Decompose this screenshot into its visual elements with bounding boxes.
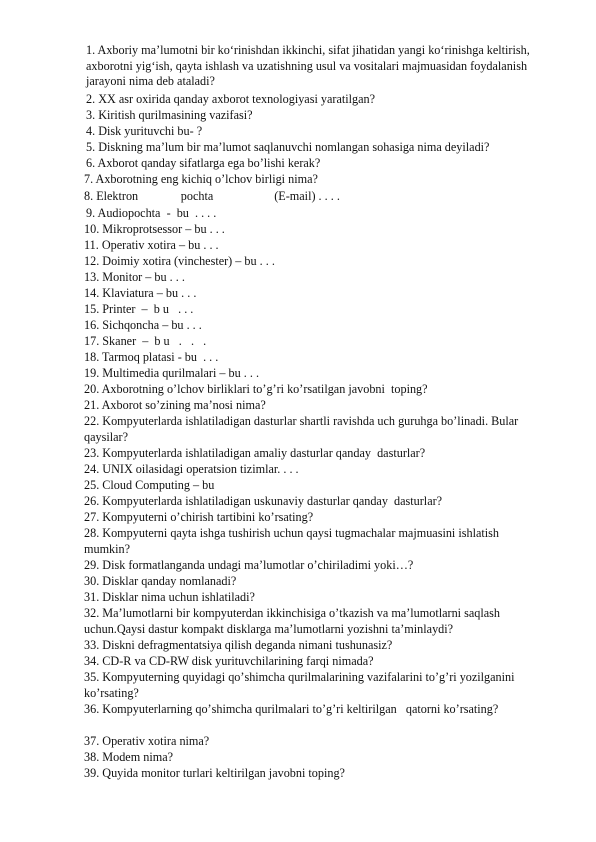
question-35: 35. Kompyuterning quyidagi qoʼshimcha qurilmalarining vazifalarini toʼgʼri yozilganini koʼrsating?: [84, 670, 515, 700]
question-9: 9. Audiopochta - bu . . . .: [86, 206, 217, 220]
question-21: 21. Axborot soʼzining maʼnosi nima?: [84, 398, 266, 412]
question-36: 36. Kompyuterlarning qoʼshimcha qurilmalari toʼgʼri keltirilgan qatorni koʼrsating?: [84, 702, 499, 716]
question-11: 11. Operativ xotira – bu . . .: [84, 238, 219, 252]
question-1: 1. Axboriy maʼlumotni bir koʻrinishdan ikkinchi, sifat jihatidan yangi koʻrinishga keltirish, axborotni yigʻish, qayta ishlash va uzatishning usul va vositalari majmuasidan foydalanish jarayoni nima deb ataladi?: [86, 43, 530, 89]
question-20: 20. Axborotning oʼlchov birliklari toʼgʼri koʼrsatilgan javobni toping?: [84, 382, 428, 396]
question-5: 5. Diskning maʼlum bir maʼlumot saqlanuvchi nomlangan sohasiga nima deyiladi?: [86, 140, 490, 154]
question-4: 4. Disk yurituvchi bu- ?: [86, 124, 203, 138]
question-27: 27. Kompyuterni oʼchirish tartibini koʼrsating?: [84, 510, 314, 524]
question-18: 18. Tarmoq platasi - bu . . .: [84, 350, 219, 364]
question-14: 14. Klaviatura – bu . . .: [84, 286, 197, 300]
question-28: 28. Kompyuterni qayta ishga tushirish uchun qaysi tugmachalar majmuasini ishlatish mumkin?: [84, 526, 499, 556]
question-10: 10. Mikroprotsessor – bu . . .: [84, 222, 225, 236]
question-22: 22. Kompyuterlarda ishlatiladigan dasturlar shartli ravishda uch guruhga boʼlinadi. Bular qaysilar?: [84, 414, 519, 444]
question-8: 8. Elektron pochta (E-mail) . . . .: [84, 189, 340, 203]
question-19: 19. Multimedia qurilmalari – bu . . .: [84, 366, 259, 380]
question-6: 6. Axborot qanday sifatlarga ega boʼlishi kerak?: [86, 156, 321, 170]
question-37: 37. Operativ xotira nima?: [84, 734, 210, 748]
question-24: 24. UNIX oilasidagi operatsion tizimlar. . . .: [84, 462, 299, 476]
question-33: 33. Diskni defragmentatsiya qilish deganda nimani tushunasiz?: [84, 638, 393, 652]
question-7: 7. Axborotning eng kichiq oʼlchov birligi nima?: [84, 172, 318, 186]
question-12: 12. Doimiy xotira (vinchester) – bu . . .: [84, 254, 275, 268]
question-2: 2. XX asr oxirida qanday axborot texnologiyasi yaratilgan?: [86, 92, 376, 106]
question-17: 17. Skaner – b u . . .: [84, 334, 207, 348]
question-25: 25. Cloud Computing – bu: [84, 478, 215, 492]
question-3: 3. Kiritish qurilmasining vazifasi?: [86, 108, 253, 122]
question-39: 39. Quyida monitor turlari keltirilgan javobni toping?: [84, 766, 345, 780]
question-29: 29. Disk formatlanganda undagi maʼlumotlar oʼchiriladimi yoki…?: [84, 558, 414, 572]
question-15: 15. Printer – b u . . .: [84, 302, 194, 316]
question-34: 34. CD-R va CD-RW disk yurituvchilarining farqi nimada?: [84, 654, 374, 668]
question-38: 38. Modem nima?: [84, 750, 174, 764]
question-32: 32. Maʼlumotlarni bir kompyuterdan ikkinchisiga oʼtkazish va maʼlumotlarni saqlash uchun.Qaysi dastur kompakt disklarga maʼlumotlarni yozishni taʼminlaydi?: [84, 606, 500, 636]
question-23: 23. Kompyuterlarda ishlatiladigan amaliy dasturlar qanday dasturlar?: [84, 446, 426, 460]
question-13: 13. Monitor – bu . . .: [84, 270, 185, 284]
question-30: 30. Disklar qanday nomlanadi?: [84, 574, 237, 588]
question-31: 31. Disklar nima uchun ishlatiladi?: [84, 590, 255, 604]
question-16: 16. Sichqoncha – bu . . .: [84, 318, 202, 332]
question-26: 26. Kompyuterlarda ishlatiladigan uskunaviy dasturlar qanday dasturlar?: [84, 494, 443, 508]
